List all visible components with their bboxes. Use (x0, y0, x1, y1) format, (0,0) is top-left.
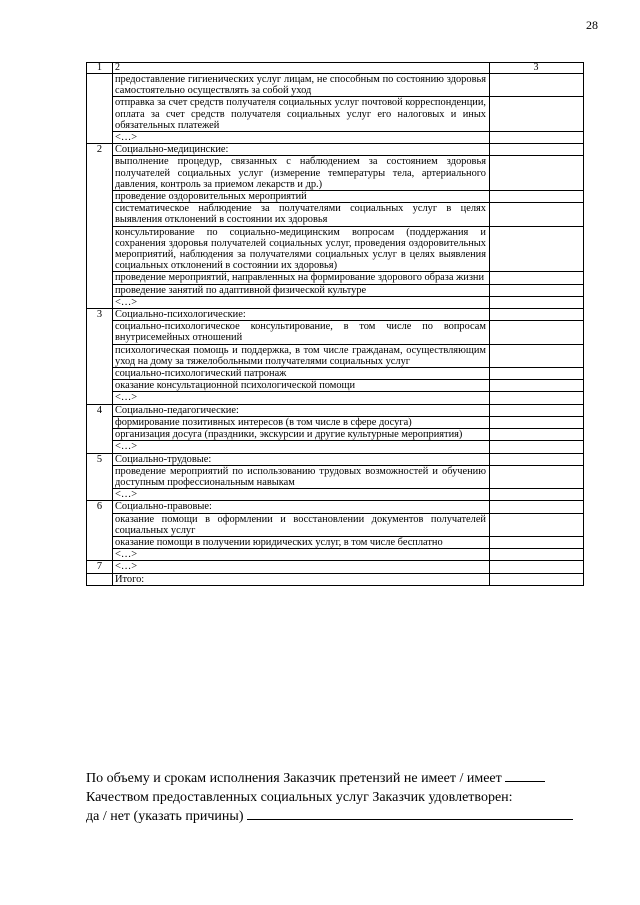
table-row (87, 536, 584, 548)
row-value-cell (490, 74, 584, 97)
row-text-cell: организация досуга (праздники, экскурсии и другие культурные мероприятия) (113, 429, 490, 441)
footer-quality-line (86, 789, 596, 808)
table-row (87, 416, 584, 428)
row-value-cell (490, 501, 584, 513)
table-row (87, 191, 584, 203)
claims-blank (505, 769, 545, 782)
row-number-cell: 4 (87, 404, 113, 416)
row-value-cell (490, 392, 584, 404)
table-row (87, 573, 584, 585)
row-value-cell (490, 404, 584, 416)
row-text-cell: <…> (113, 132, 490, 144)
table-row (87, 284, 584, 296)
row-number-cell (87, 203, 113, 226)
services-table (86, 62, 584, 586)
row-text-cell: формирование позитивных интересов (в том числе в сфере досуга) (113, 416, 490, 428)
row-value-cell (490, 344, 584, 367)
row-value-cell (490, 561, 584, 573)
row-value-cell (490, 309, 584, 321)
row-number-cell: 7 (87, 561, 113, 573)
quality-statement: Качеством предоставленных социальных услуг Заказчик удовлетворен: (86, 789, 513, 805)
row-text-cell: <…> (113, 489, 490, 501)
row-value-cell (490, 416, 584, 428)
row-number-cell (87, 132, 113, 144)
row-value-cell (490, 536, 584, 548)
row-text-cell: Социально-правовые: (113, 501, 490, 513)
row-value-cell (490, 453, 584, 465)
table-row (87, 453, 584, 465)
table-row (87, 368, 584, 380)
row-number-cell (87, 296, 113, 308)
header-col-1: 1 (87, 63, 113, 74)
row-number-cell (87, 465, 113, 488)
row-number-cell (87, 272, 113, 284)
footer-claims-line (86, 769, 596, 789)
row-value-cell (490, 380, 584, 392)
table-row (87, 465, 584, 488)
row-number-cell (87, 536, 113, 548)
row-value-cell (490, 429, 584, 441)
row-number-cell (87, 191, 113, 203)
table-row (87, 441, 584, 453)
table-row (87, 97, 584, 132)
row-value-cell (490, 465, 584, 488)
row-value-cell (490, 144, 584, 156)
table-row (87, 226, 584, 272)
row-number-cell (87, 549, 113, 561)
row-number-cell (87, 489, 113, 501)
row-value-cell (490, 489, 584, 501)
row-number-cell (87, 156, 113, 191)
row-text-cell: оказание помощи в оформлении и восстановлении документов получателей социальных услуг (113, 513, 490, 536)
reasons-blank (247, 807, 573, 820)
row-number-cell (87, 429, 113, 441)
row-text-cell: отправка за счет средств получателя социальных услуг почтовой корреспонденции, оплата за счет средств получателя социальных услуг его налоговых и иных обязательных платежей (113, 97, 490, 132)
row-value-cell (490, 368, 584, 380)
row-text-cell: <…> (113, 392, 490, 404)
table-row (87, 272, 584, 284)
table-row (87, 489, 584, 501)
row-number-cell (87, 344, 113, 367)
header-col-3: 3 (490, 63, 584, 74)
table-row (87, 156, 584, 191)
row-value-cell (490, 296, 584, 308)
table-row (87, 549, 584, 561)
row-number-cell (87, 97, 113, 132)
row-number-cell: 3 (87, 309, 113, 321)
page-number: 28 (586, 18, 598, 32)
row-value-cell (490, 203, 584, 226)
row-text-cell: выполнение процедур, связанных с наблюдением за состоянием здоровья получателей социальных услуг (измерение температуры тела, артериального давления, контроль за приемом лекарств и др.) (113, 156, 490, 191)
row-text-cell: <…> (113, 441, 490, 453)
row-text-cell: <…> (113, 296, 490, 308)
row-text-cell: систематическое наблюдение за получателями социальных услуг в целях выявления отклонений в состоянии их здоровья (113, 203, 490, 226)
row-number-cell: 6 (87, 501, 113, 513)
row-text-cell: Итого: (113, 573, 490, 585)
row-value-cell (490, 191, 584, 203)
row-value-cell (490, 272, 584, 284)
row-value-cell (490, 549, 584, 561)
table-row (87, 144, 584, 156)
table-row (87, 501, 584, 513)
claims-statement: По объему и срокам исполнения Заказчик претензий не имеет / имеет (86, 771, 502, 786)
services-table-body (87, 63, 584, 586)
table-header-row (87, 63, 584, 74)
row-value-cell (490, 97, 584, 132)
row-text-cell: проведение занятий по адаптивной физической культуре (113, 284, 490, 296)
row-text-cell: оказание консультационной психологической помощи (113, 380, 490, 392)
row-number-cell (87, 368, 113, 380)
table-row (87, 404, 584, 416)
row-text-cell: Социально-трудовые: (113, 453, 490, 465)
table-row (87, 203, 584, 226)
row-value-cell (490, 132, 584, 144)
row-number-cell (87, 226, 113, 272)
row-value-cell (490, 513, 584, 536)
row-number-cell (87, 573, 113, 585)
row-value-cell (490, 321, 584, 344)
row-text-cell: <…> (113, 561, 490, 573)
table-row (87, 296, 584, 308)
table-row (87, 321, 584, 344)
table-row (87, 392, 584, 404)
row-number-cell (87, 284, 113, 296)
row-text-cell: оказание помощи в получении юридических услуг, в том числе бесплатно (113, 536, 490, 548)
row-number-cell (87, 321, 113, 344)
row-number-cell (87, 74, 113, 97)
table-row (87, 561, 584, 573)
row-value-cell (490, 441, 584, 453)
row-value-cell (490, 156, 584, 191)
row-value-cell (490, 284, 584, 296)
table-row (87, 429, 584, 441)
row-number-cell (87, 416, 113, 428)
row-number-cell (87, 441, 113, 453)
footer-reasons-line (86, 807, 596, 827)
header-col-2: 2 (113, 63, 490, 74)
row-text-cell: предоставление гигиенических услуг лицам, не способным по состоянию здоровья самостоятельно осуществлять за собой уход (113, 74, 490, 97)
row-value-cell (490, 573, 584, 585)
row-number-cell: 5 (87, 453, 113, 465)
row-number-cell (87, 513, 113, 536)
row-number-cell (87, 380, 113, 392)
row-text-cell: проведение мероприятий, направленных на формирование здорового образа жизни (113, 272, 490, 284)
row-text-cell: Социально-педагогические: (113, 404, 490, 416)
row-text-cell: консультирование по социально-медицинским вопросам (поддержания и сохранения здоровья получателей социальных услуг, проведения оздоровительных мероприятий, наблюдения за получателями социальных услуг в целях выявления социальных отклонений в состоянии их здоровья) (113, 226, 490, 272)
row-text-cell: Социально-психологические: (113, 309, 490, 321)
row-text-cell: <…> (113, 549, 490, 561)
row-number-cell (87, 392, 113, 404)
table-row (87, 309, 584, 321)
row-text-cell: психологическая помощь и поддержка, в том числе гражданам, осуществляющим уход на дому за тяжелобольными получателями социальных услуг (113, 344, 490, 367)
footer (86, 769, 596, 827)
table-row (87, 74, 584, 97)
row-number-cell: 2 (87, 144, 113, 156)
row-value-cell (490, 226, 584, 272)
table-row (87, 380, 584, 392)
table-row (87, 132, 584, 144)
row-text-cell: социально-психологическое консультирование, в том числе по вопросам внутрисемейных отношений (113, 321, 490, 344)
table-row (87, 344, 584, 367)
table-row (87, 513, 584, 536)
row-text-cell: Социально-медицинские: (113, 144, 490, 156)
row-text-cell: социально-психологический патронаж (113, 368, 490, 380)
row-text-cell: проведение оздоровительных мероприятий (113, 191, 490, 203)
row-text-cell: проведение мероприятий по использованию трудовых возможностей и обучению доступным профессиональным навыкам (113, 465, 490, 488)
reasons-statement: да / нет (указать причины) (86, 809, 244, 824)
